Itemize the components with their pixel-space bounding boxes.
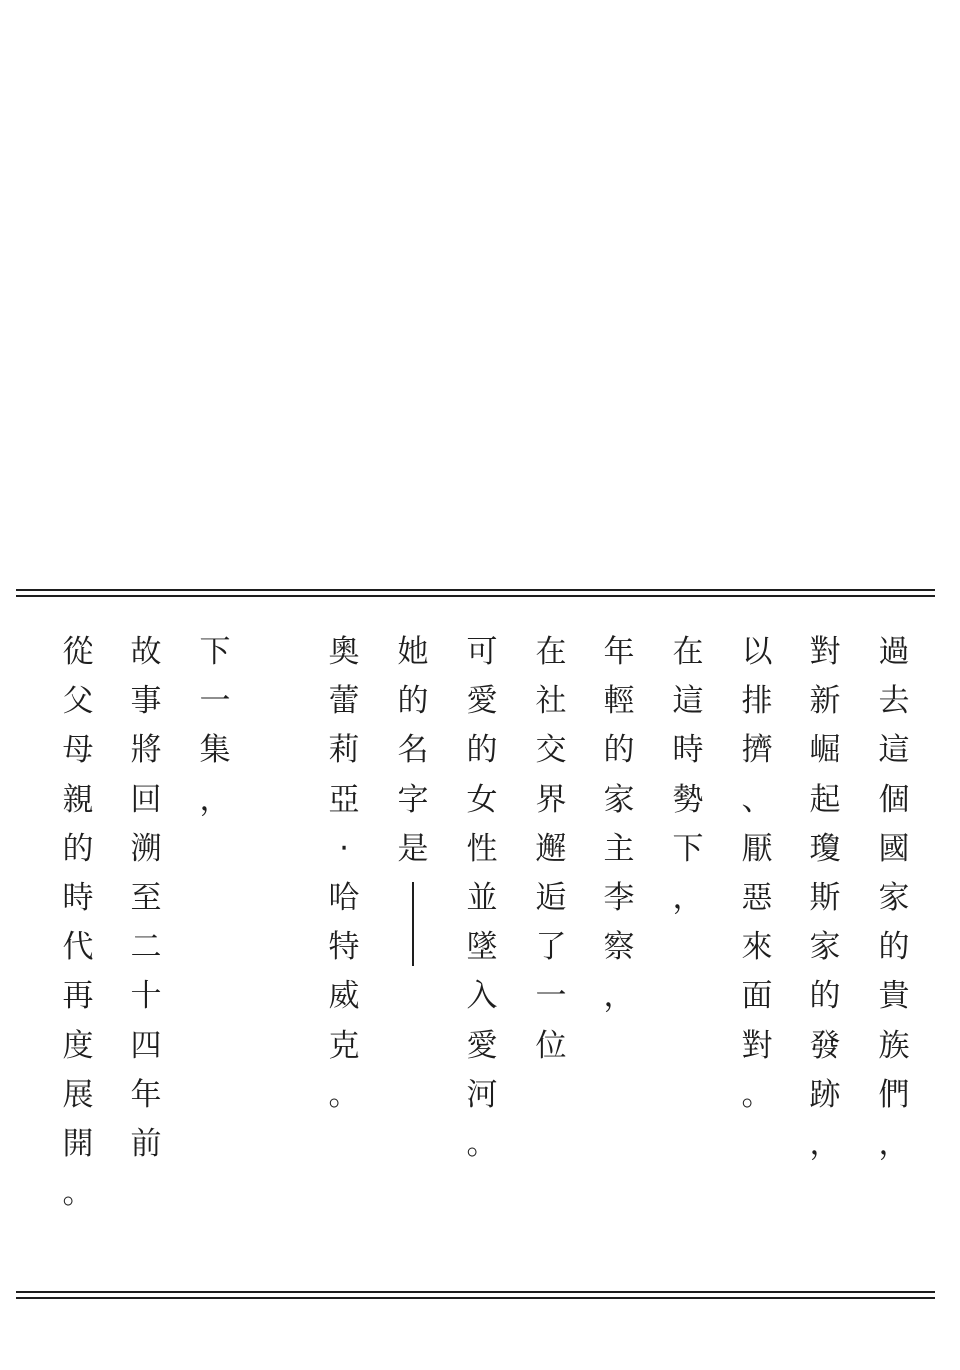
character-glyph: 逅 <box>535 880 567 917</box>
character-glyph: 邂 <box>535 830 567 867</box>
character-glyph: 亞 <box>328 781 360 818</box>
text-column-12 <box>56 628 100 1218</box>
character-glyph: 一 <box>535 978 567 1015</box>
punctuation-glyph: ， <box>672 880 704 917</box>
character-glyph: 的 <box>878 929 910 966</box>
character-glyph: 以 <box>741 634 773 671</box>
character-glyph: 的 <box>62 830 94 867</box>
character-glyph: 代 <box>62 929 94 966</box>
punctuation-glyph: ， <box>199 781 231 818</box>
character-glyph: 跡 <box>809 1076 841 1113</box>
character-glyph: 字 <box>397 781 429 818</box>
character-glyph: 至 <box>130 880 162 917</box>
character-glyph: 的 <box>603 732 635 769</box>
character-glyph: 瓊 <box>809 830 841 867</box>
bottom-rule-line-2 <box>16 1297 935 1299</box>
character-glyph: 前 <box>130 1125 162 1162</box>
text-column-10 <box>193 628 237 825</box>
text-column-3 <box>735 628 779 1120</box>
punctuation-glyph: ， <box>603 978 635 1015</box>
character-glyph: 莉 <box>328 732 360 769</box>
text-column-6 <box>529 628 573 1071</box>
character-glyph: 父 <box>62 683 94 720</box>
em-dash <box>391 874 435 972</box>
character-glyph: 一 <box>199 683 231 720</box>
text-column-2 <box>803 628 847 1169</box>
character-glyph: 下 <box>199 634 231 671</box>
character-glyph: 面 <box>741 978 773 1015</box>
character-glyph: 國 <box>878 830 910 867</box>
character-glyph: 的 <box>466 732 498 769</box>
character-glyph: 二 <box>130 929 162 966</box>
character-glyph: 新 <box>809 683 841 720</box>
text-column-11 <box>124 628 168 1169</box>
character-glyph: 母 <box>62 732 94 769</box>
character-glyph: 過 <box>878 634 910 671</box>
character-glyph: 奧 <box>328 634 360 671</box>
character-glyph: 年 <box>603 634 635 671</box>
character-glyph: 家 <box>878 880 910 917</box>
character-glyph: 集 <box>199 732 231 769</box>
text-column-5 <box>597 628 641 1022</box>
character-glyph: 崛 <box>809 732 841 769</box>
character-glyph: 性 <box>466 830 498 867</box>
character-glyph: 女 <box>466 781 498 818</box>
top-rule-line-2 <box>16 595 935 597</box>
character-glyph: 擠 <box>741 732 773 769</box>
character-glyph: 在 <box>535 634 567 671</box>
character-glyph: 在 <box>672 634 704 671</box>
character-glyph: 去 <box>878 683 910 720</box>
text-column-9 <box>322 628 366 1120</box>
character-glyph: 輕 <box>603 683 635 720</box>
character-glyph: 事 <box>130 683 162 720</box>
character-glyph: 墜 <box>466 929 498 966</box>
character-glyph: 蕾 <box>328 683 360 720</box>
character-glyph: 們 <box>878 1076 910 1113</box>
character-glyph: 這 <box>878 732 910 769</box>
bottom-rule-line-1 <box>16 1291 935 1293</box>
character-glyph: 愛 <box>466 683 498 720</box>
character-glyph: 界 <box>535 781 567 818</box>
character-glyph: 再 <box>62 978 94 1015</box>
character-glyph: 入 <box>466 978 498 1015</box>
character-glyph: 貴 <box>878 978 910 1015</box>
character-glyph: 名 <box>397 732 429 769</box>
character-glyph: 從 <box>62 634 94 671</box>
character-glyph: 河 <box>466 1076 498 1113</box>
character-glyph: 斯 <box>809 880 841 917</box>
top-rule-line-1 <box>16 589 935 591</box>
text-column-8 <box>391 628 435 972</box>
character-glyph: 族 <box>878 1027 910 1064</box>
character-glyph: 的 <box>397 683 429 720</box>
character-glyph: 可 <box>466 634 498 671</box>
character-glyph: ‧ <box>339 830 349 867</box>
character-glyph: 溯 <box>130 830 162 867</box>
character-glyph: 來 <box>741 929 773 966</box>
character-glyph: 察 <box>603 929 635 966</box>
em-dash-stroke <box>412 882 414 966</box>
character-glyph: 特 <box>328 929 360 966</box>
character-glyph: 勢 <box>672 781 704 818</box>
character-glyph: 度 <box>62 1027 94 1064</box>
text-column-7 <box>460 628 504 1169</box>
character-glyph: 這 <box>672 683 704 720</box>
punctuation-glyph: 。 <box>741 1076 773 1113</box>
character-glyph: 家 <box>603 781 635 818</box>
character-glyph: 了 <box>535 929 567 966</box>
punctuation-glyph: 。 <box>328 1076 360 1113</box>
punctuation-glyph: ， <box>809 1125 841 1162</box>
character-glyph: 十 <box>130 978 162 1015</box>
character-glyph: 社 <box>535 683 567 720</box>
punctuation-glyph: ， <box>878 1125 910 1162</box>
character-glyph: 家 <box>809 929 841 966</box>
character-glyph: 個 <box>878 781 910 818</box>
character-glyph: 李 <box>603 880 635 917</box>
character-glyph: 是 <box>397 830 429 867</box>
character-glyph: 的 <box>809 978 841 1015</box>
character-glyph: 時 <box>672 732 704 769</box>
punctuation-glyph: 、 <box>741 781 773 818</box>
character-glyph: 年 <box>130 1076 162 1113</box>
character-glyph: 厭 <box>741 830 773 867</box>
character-glyph: 展 <box>62 1076 94 1113</box>
punctuation-glyph: 。 <box>62 1175 94 1212</box>
character-glyph: 克 <box>328 1027 360 1064</box>
character-glyph: 並 <box>466 880 498 917</box>
character-glyph: 時 <box>62 880 94 917</box>
character-glyph: 開 <box>62 1125 94 1162</box>
character-glyph: 發 <box>809 1027 841 1064</box>
character-glyph: 威 <box>328 978 360 1015</box>
character-glyph: 對 <box>809 634 841 671</box>
character-glyph: 哈 <box>328 880 360 917</box>
character-glyph: 主 <box>603 830 635 867</box>
text-column-4 <box>666 628 710 923</box>
character-glyph: 故 <box>130 634 162 671</box>
character-glyph: 她 <box>397 634 429 671</box>
character-glyph: 排 <box>741 683 773 720</box>
character-glyph: 下 <box>672 830 704 867</box>
character-glyph: 親 <box>62 781 94 818</box>
character-glyph: 將 <box>130 732 162 769</box>
character-glyph: 惡 <box>741 880 773 917</box>
text-column-1 <box>872 628 916 1169</box>
character-glyph: 起 <box>809 781 841 818</box>
character-glyph: 愛 <box>466 1027 498 1064</box>
character-glyph: 回 <box>130 781 162 818</box>
character-glyph: 對 <box>741 1027 773 1064</box>
character-glyph: 位 <box>535 1027 567 1064</box>
punctuation-glyph: 。 <box>466 1125 498 1162</box>
character-glyph: 交 <box>535 732 567 769</box>
character-glyph: 四 <box>130 1027 162 1064</box>
